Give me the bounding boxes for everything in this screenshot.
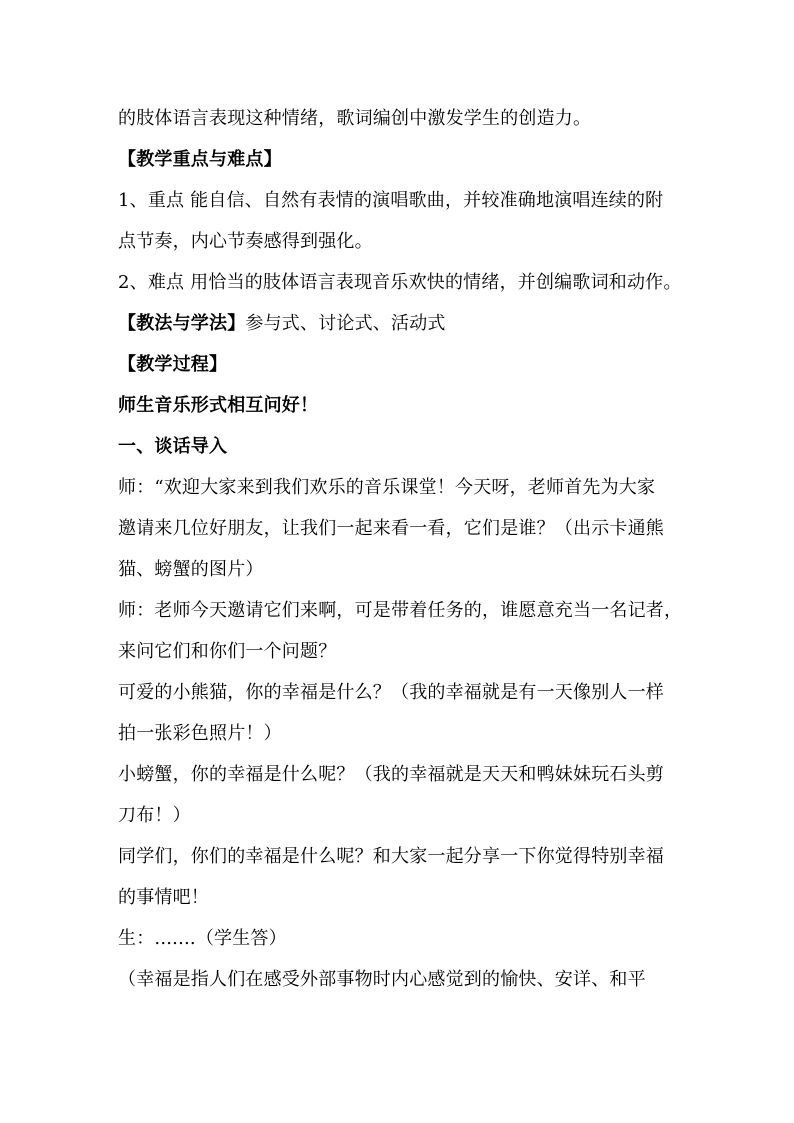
- paragraph-line: 师：“欢迎大家来到我们欢乐的音乐课堂！今天呀，老师首先为大家: [118, 477, 656, 498]
- paragraph-line: 猫、螃蟹的图片）: [118, 559, 264, 580]
- section-heading: 【教学过程】: [118, 354, 228, 375]
- paragraph-line: 的事情吧！: [118, 887, 209, 908]
- paragraph-line: 小螃蟹，你的幸福是什么呢？（我的幸福就是天天和鸭妹妹玩石头剪: [118, 764, 664, 785]
- methods-text: 参与式、讨论式、活动式: [245, 313, 446, 334]
- paragraph-line: 刀布！）: [118, 805, 191, 826]
- paragraph-line: 可爱的小熊猫，你的幸福是什么？（我的幸福就是有一天像别人一样: [118, 682, 664, 703]
- subheading: 一、谈话导入: [118, 436, 228, 457]
- paragraph-line: 1、重点 能自信、自然有表情的演唱歌曲，并较准确地演唱连续的附: [118, 190, 664, 211]
- document-body: [118, 98, 688, 1000]
- paragraph-line: 邀请来几位好朋友，让我们一起来看一看，它们是谁？（出示卡通熊: [118, 518, 664, 539]
- paragraph-line: 同学们，你们的幸福是什么呢？和大家一起分享一下你觉得特别幸福: [118, 846, 664, 867]
- section-heading: 【教学重点与难点】: [118, 149, 282, 170]
- paragraph-line: 生：.......（学生答）: [118, 928, 287, 949]
- paragraph-line: 拍一张彩色照片！）: [118, 723, 282, 744]
- methods-line: [118, 303, 688, 344]
- subheading: 师生音乐形式相互问好！: [118, 395, 319, 416]
- paragraph-line: 师：老师今天邀请它们来啊，可是带着任务的，谁愿意充当一名记者，: [118, 600, 683, 621]
- paragraph-line: 点节奏，内心节奏感得到强化。: [118, 231, 373, 252]
- paragraph-line: （幸福是指人们在感受外部事物时内心感觉到的愉快、安详、和平: [118, 969, 646, 990]
- section-heading: 【教法与学法】: [118, 313, 246, 334]
- paragraph-line: 的肢体语言表现这种情绪，歌词编创中激发学生的创造力。: [118, 108, 592, 129]
- paragraph-line: 2、难点 用恰当的肢体语言表现音乐欢快的情绪，并创编歌词和动作。: [118, 272, 682, 293]
- paragraph-line: 来问它们和你们一个问题？: [118, 641, 337, 662]
